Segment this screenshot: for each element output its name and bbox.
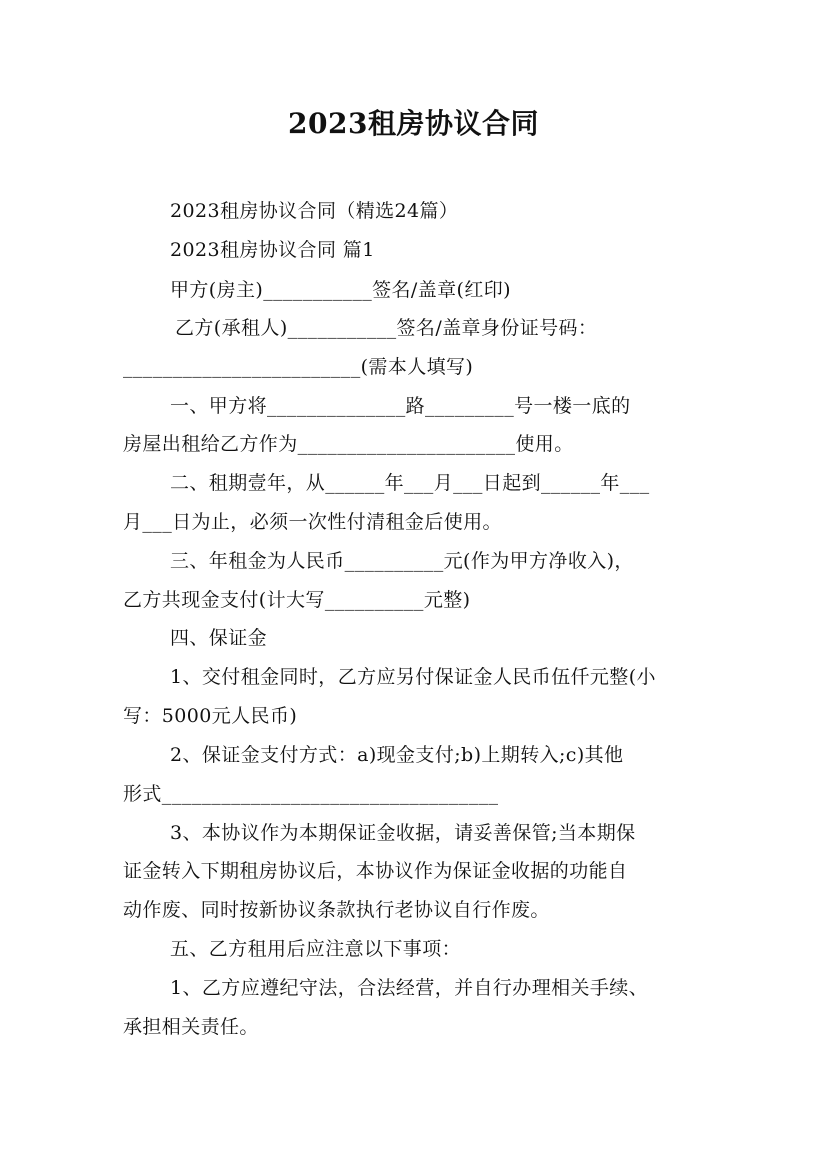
clause-4-item-2-line-2: 形式__________________________________ <box>123 783 499 805</box>
clause-4-item-2-line-1: 2、保证金支付方式：a)现金支付;b)上期转入;c)其他 <box>170 744 624 766</box>
clause-5-item-1-line-1: 1、乙方应遵纪守法，合法经营，并自行办理相关手续、 <box>170 977 649 999</box>
clause-1-line-2: 房屋出租给乙方作为______________________使用。 <box>123 433 574 455</box>
clause-1-line-1: 一、甲方将______________路_________号一楼一底的 <box>170 395 631 417</box>
document-title: 2023租房协议合同 <box>288 107 539 140</box>
clause-4-item-1-line-2: 写：5000元人民币) <box>123 705 298 727</box>
id-fill-line: ________________________(需本人填写) <box>123 356 474 378</box>
clause-4-item-3-line-1: 3、本协议作为本期保证金收据，请妥善保管;当本期保 <box>170 822 636 844</box>
party-a-line: 甲方(房主)___________签名/盖章(红印) <box>170 279 511 301</box>
clause-3-line-2: 乙方共现金支付(计大写__________元整) <box>123 589 471 611</box>
clause-4-item-3-line-3: 动作废、同时按新协议条款执行老协议自行作废。 <box>123 899 550 921</box>
clause-4-item-3-line-2: 证金转入下期租房协议后，本协议作为保证金收据的功能自 <box>123 860 628 882</box>
clause-5-item-1-line-2: 承担相关责任。 <box>123 1016 259 1038</box>
clause-2-line-1: 二、租期壹年，从______年___月___日起到______年___ <box>170 472 650 494</box>
clause-4-item-1-line-1: 1、交付租金同时，乙方应另付保证金人民币伍仟元整(小 <box>170 666 656 688</box>
clause-5-heading: 五、乙方租用后应注意以下事项： <box>170 938 462 960</box>
section-heading-line: 2023租房协议合同 篇1 <box>170 239 375 261</box>
clause-3-line-1: 三、年租金为人民币__________元(作为甲方净收入)， <box>170 550 634 572</box>
clause-4-heading: 四、保证金 <box>170 627 268 649</box>
subtitle-line: 2023租房协议合同（精选24篇） <box>170 200 459 222</box>
clause-2-line-2: 月___日为止，必须一次性付清租金后使用。 <box>123 511 502 533</box>
party-b-line: 乙方(承租人)___________签名/盖章身份证号码： <box>175 317 598 339</box>
